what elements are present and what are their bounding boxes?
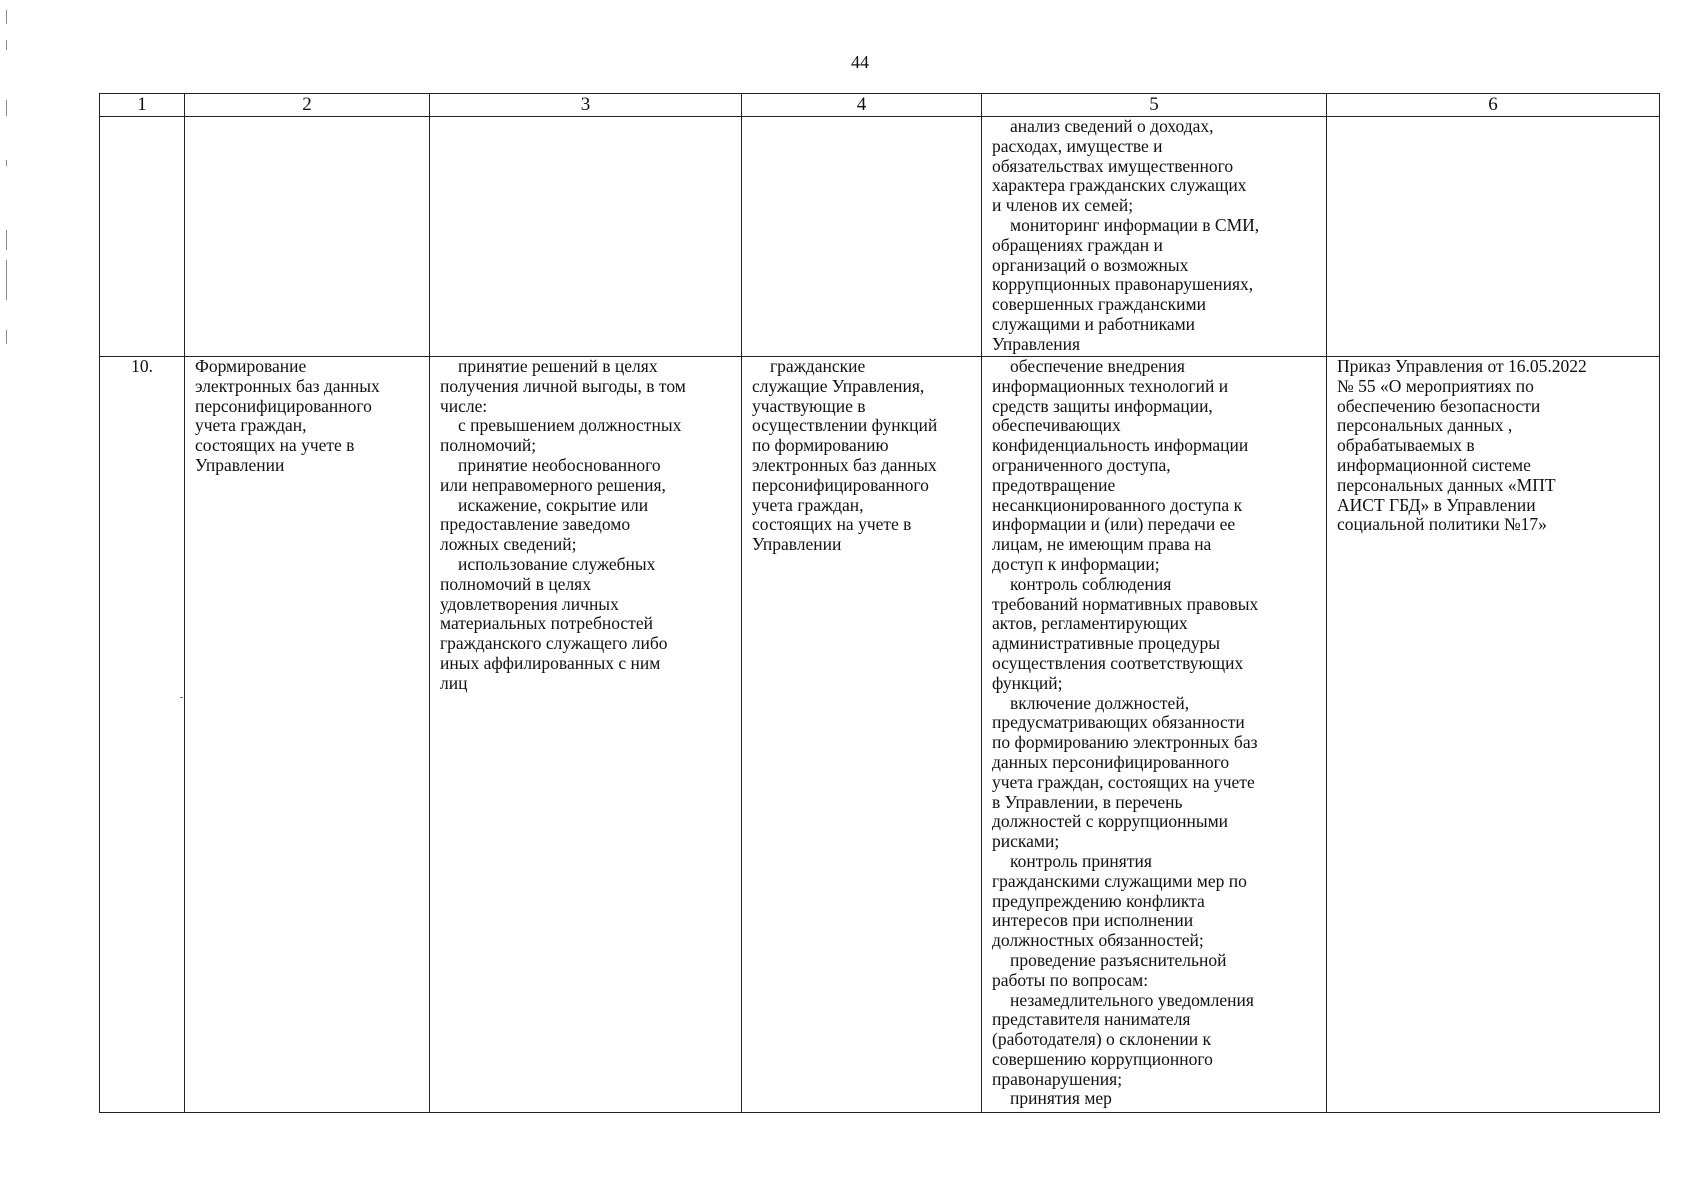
col4-line: по формированию	[752, 435, 889, 456]
col6-line: социальной политики №17»	[1337, 514, 1547, 535]
col5-line: административные процедуры	[992, 633, 1221, 654]
cont-col-2	[185, 117, 430, 357]
col4-line: персонифицированного	[752, 474, 929, 495]
col5-line: рисками;	[992, 831, 1060, 852]
measures-table	[99, 93, 1660, 1113]
col5-line: обеспечивающих	[992, 415, 1121, 436]
col5-line: по формированию электронных баз	[992, 732, 1258, 753]
col5-line: учета граждан, состоящих на учете	[992, 771, 1255, 792]
header-col-6: 6	[1327, 94, 1660, 117]
header-row	[100, 94, 1660, 117]
cont-col5-line: Управления	[992, 333, 1081, 354]
col5-line: предупреждению конфликта	[992, 890, 1205, 911]
col2-line: учета граждан,	[195, 415, 307, 436]
cont-col5-line: обязательствах имущественного	[992, 155, 1234, 176]
col5-line: (работодателя) о склонении к	[992, 1029, 1212, 1050]
col6-line: обеспечению безопасности	[1337, 395, 1541, 416]
col4-line: осуществлении функций	[752, 415, 938, 436]
col5-line: доступ к информации;	[992, 553, 1160, 574]
col5-line: интересов при исполнении	[992, 910, 1194, 931]
col5-line: гражданскими служащими мер по	[992, 870, 1247, 891]
col3-line: полномочий;	[440, 435, 537, 456]
col3-line: получения личной выгоды, в том	[440, 375, 686, 396]
col6-line: информационной системе	[1337, 454, 1531, 475]
col5-line: контроль соблюдения	[1010, 573, 1172, 594]
col5-line: совершению коррупционного	[992, 1048, 1213, 1069]
col6-line: персональных данных «МПТ	[1337, 474, 1556, 495]
col5-line: требований нормативных правовых	[992, 593, 1259, 614]
col6-line: АИСТ ГБД» в Управлении	[1337, 494, 1536, 515]
col5-line: несанкционированного доступа к	[992, 494, 1243, 515]
continuation-row	[100, 117, 1660, 357]
col5-line: работы по вопросам:	[992, 969, 1149, 990]
col5-line: лицам, не имеющим права на	[992, 534, 1212, 555]
col5-line: представителя нанимателя	[992, 1009, 1191, 1030]
col2-line: Формирование	[195, 356, 307, 376]
col5-line: информации и (или) передачи ее	[992, 514, 1236, 535]
col4-line: Управлении	[752, 534, 842, 555]
col4-line: электронных баз данных	[752, 454, 937, 475]
cont-col5-line: совершенных гражданскими	[992, 294, 1206, 315]
col3-line: иных аффилированных с ним	[440, 652, 661, 673]
col3-line: числе:	[440, 395, 488, 416]
row-10	[100, 357, 1660, 1113]
col5-line: контроль принятия	[1010, 850, 1152, 871]
col3-line: ложных сведений;	[440, 534, 577, 555]
col5-line: данных персонифицированного	[992, 751, 1230, 772]
cont-col5-line: и членов их семей;	[992, 195, 1134, 216]
col3-line: полномочий в целях	[440, 573, 591, 594]
cont-col5-line: расходах, имуществе и	[992, 135, 1163, 156]
col2-line: Управлении	[195, 454, 285, 475]
col3-line: удовлетворения личных	[440, 593, 619, 614]
col5-line: в Управлении, в перечень	[992, 791, 1183, 812]
col5-line: осуществления соответствующих	[992, 652, 1244, 673]
col4-line: гражданские	[770, 356, 866, 376]
col4-line: служащие Управления,	[752, 375, 925, 396]
cont-col5-line: мониторинг информации в СМИ,	[1010, 214, 1260, 235]
header-col-2: 2	[185, 94, 430, 117]
header-col-5: 5	[982, 94, 1327, 117]
col3-line: материальных потребностей	[440, 613, 653, 634]
row10-col-3	[430, 357, 742, 1113]
header-col-4: 4	[742, 94, 982, 117]
col5-line: актов, регламентирующих	[992, 613, 1188, 634]
col4-line: учета граждан,	[752, 494, 864, 515]
col5-line: должностей с коррупционными	[992, 811, 1229, 832]
col3-line: лиц	[440, 672, 468, 693]
cont-col-6	[1327, 117, 1660, 357]
cont-col5-line: обращениях граждан и	[992, 234, 1163, 255]
header-col-3: 3	[430, 94, 742, 117]
col3-line: принятие решений в целях	[458, 356, 658, 376]
col5-line: принятия мер	[1010, 1088, 1112, 1109]
cont-col-3	[430, 117, 742, 357]
col5-line: предотвращение	[992, 474, 1116, 495]
cont-col5-line: коррупционных правонарушениях,	[992, 274, 1254, 295]
col3-line: использование служебных	[458, 553, 656, 574]
col6-line: персональных данных ,	[1337, 415, 1513, 436]
col6-line: Приказ Управления от 16.05.2022	[1337, 356, 1587, 376]
col5-line: незамедлительного уведомления	[1010, 989, 1254, 1010]
col5-line: функций;	[992, 672, 1063, 693]
col5-line: должностных обязанностей;	[992, 930, 1204, 951]
row10-col-6	[1327, 357, 1660, 1113]
col5-line: обеспечение внедрения	[1010, 356, 1185, 376]
col5-line: конфиденциальность информации	[992, 435, 1249, 456]
col3-line: гражданского служащего либо	[440, 633, 668, 654]
cont-col-1	[100, 117, 185, 357]
header-col-1: 1	[100, 94, 185, 117]
col5-line: правонарушения;	[992, 1068, 1123, 1089]
col5-line: ограниченного доступа,	[992, 454, 1171, 475]
cont-col-5	[982, 117, 1327, 357]
cont-col5-line: характера гражданских служащих	[992, 175, 1247, 196]
col2-line: электронных баз данных	[195, 375, 380, 396]
col5-line: информационных технологий и	[992, 375, 1229, 396]
col3-line: искажение, сокрытие или	[458, 494, 649, 515]
row10-col-2	[185, 357, 430, 1113]
row10-col-4	[742, 357, 982, 1113]
cont-col5-line: организаций о возможных	[992, 254, 1189, 275]
col2-line: состоящих на учете в	[195, 435, 355, 456]
col2-line: персонифицированного	[195, 395, 372, 416]
col6-line: обрабатываемых в	[1337, 435, 1475, 456]
cont-col5-line: анализ сведений о доходах,	[1010, 116, 1214, 136]
col3-line: принятие необоснованного	[458, 454, 661, 475]
col3-line: с превышением должностных	[458, 415, 682, 436]
col5-line: средств защиты информации,	[992, 395, 1213, 416]
col5-line: проведение разъяснительной	[1010, 949, 1227, 970]
row-number: 10.	[100, 357, 185, 1113]
col3-line: предоставление заведомо	[440, 514, 631, 535]
page-number: 44	[851, 52, 869, 72]
col5-line: предусматривающих обязанности	[992, 712, 1245, 733]
col3-line: или неправомерного решения,	[440, 474, 666, 495]
cont-col-4	[742, 117, 982, 357]
col5-line: включение должностей,	[1010, 692, 1190, 713]
col4-line: состоящих на учете в	[752, 514, 912, 535]
col6-line: № 55 «О мероприятиях по	[1337, 375, 1534, 396]
row10-col-5	[982, 357, 1327, 1113]
cont-col5-line: служащими и работниками	[992, 313, 1196, 334]
col4-line: участвующие в	[752, 395, 866, 416]
